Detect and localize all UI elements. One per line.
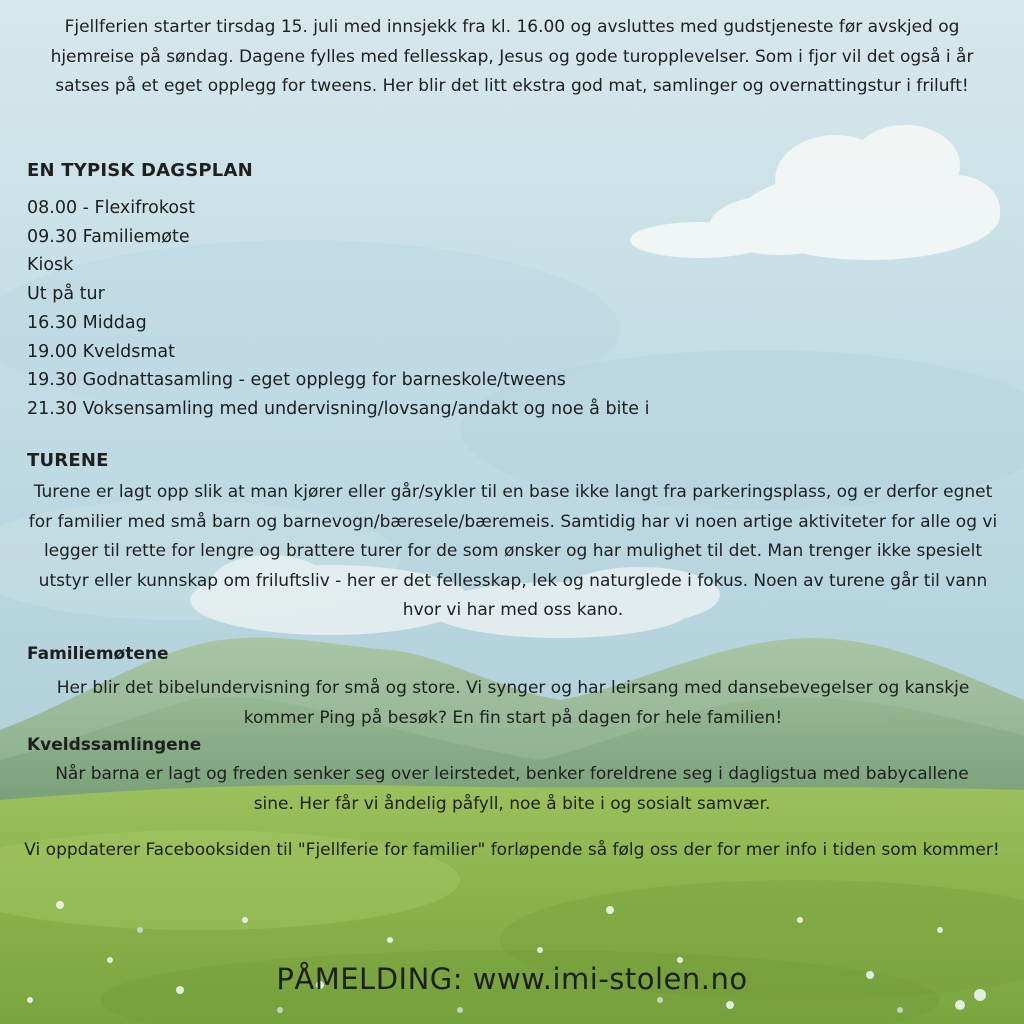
schedule-item: 16.30 Middag: [27, 312, 147, 333]
tours-heading: TURENE: [27, 450, 109, 471]
family-meetings-heading: Familiemøtene: [27, 644, 169, 664]
evening-heading: Kveldssamlingene: [27, 735, 202, 755]
schedule-item: 19.30 Godnattasamling - eget opplegg for barneskole/tweens: [27, 370, 566, 391]
family-meetings-paragraph: Her blir det bibelundervisning for små og store. Vi synger og har leirsang med dansebevegelser og kanskje kommer Ping på besøk? En fin start på dagen for hele familien!: [56, 678, 970, 728]
evening-paragraph: Når barna er lagt og freden senker seg over leirstedet, benker foreldrene seg i dagligstua med babycallene sine. Her får vi åndelig påfyll, noe å bite i og sosialt samvær.: [55, 764, 969, 814]
schedule-item: 09.30 Familiemøte: [27, 226, 190, 247]
schedule-item: 21.30 Voksensamling med undervisning/lovsang/andakt og noe å bite i: [27, 398, 650, 419]
schedule-item: Ut på tur: [27, 284, 105, 305]
schedule-item: 19.00 Kveldsmat: [27, 341, 175, 362]
schedule-heading: EN TYPISK DAGSPLAN: [27, 160, 253, 181]
facebook-note: Vi oppdaterer Facebooksiden til "Fjellferie for familier" forløpende så følg oss der for mer info i tiden som kommer!: [24, 840, 1000, 860]
tours-paragraph: Turene er lagt opp slik at man kjører eller går/sykler til en base ikke langt fra parkeringsplass, og er derfor egnet for familier med små barn og barnevogn/bæresele/bæremeis. Samtidig har vi noen artige aktiviteter for alle og vi legger til rette for lengre og brattere turer for de som ønsker og har mulighet til det. Man trenger ikke spesielt utstyr eller kunnskap om friluftsliv - her er det fellesskap, lek og naturglede i fokus. Noen av turene går til vann hvor vi har med oss kano.: [28, 482, 998, 620]
schedule-item: 08.00 - Flexifrokost: [27, 198, 196, 218]
intro-paragraph: Fjellferien starter tirsdag 15. juli med innsjekk fra kl. 16.00 og avsluttes med gudstjeneste før avskjed og hjemreise på søndag. Dagene fylles med fellesskap, Jesus og gode turopplevelser. Som i fjor vil det også i år satses på et eget opplegg for tweens. Her blir det litt ekstra god mat, samlinger og overnattingstur i friluft!: [50, 17, 974, 96]
schedule-item: Kiosk: [27, 255, 74, 276]
signup-link[interactable]: PÅMELDING: www.imi-stolen.no: [276, 962, 748, 996]
schedule-list: [27, 194, 649, 424]
